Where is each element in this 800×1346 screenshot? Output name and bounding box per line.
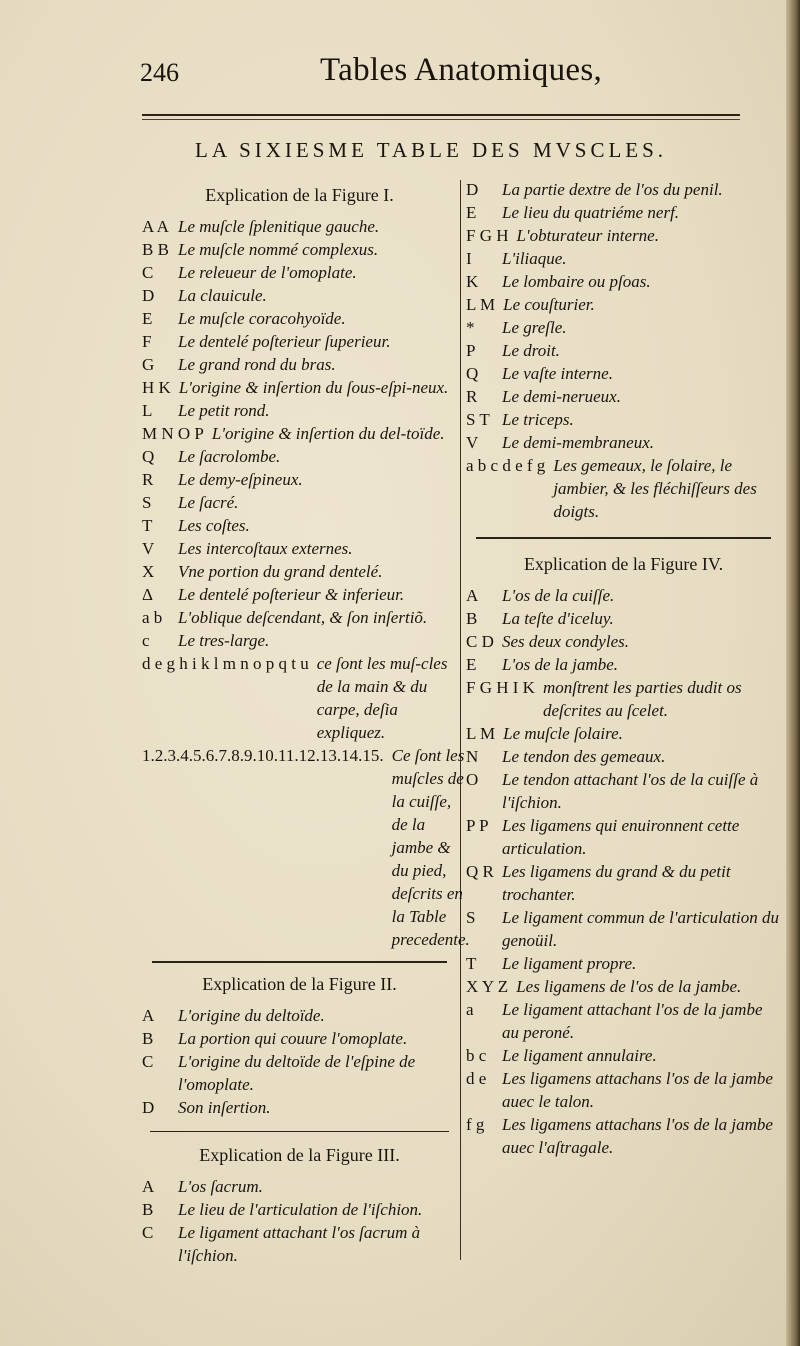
entry-label: R (142, 470, 154, 489)
entry-label: Q (466, 364, 479, 383)
legend-entry (142, 353, 457, 376)
entry-text: L'origine du deltoïde. (178, 1006, 325, 1025)
figure-4-heading: Explication de la Figure IV. (523, 554, 724, 574)
entry-text: Le greſle. (502, 318, 567, 337)
entry-label: E (466, 203, 477, 222)
entry-text: L'oblique deſcendant, & ſon inſertiõ. (178, 608, 428, 627)
legend-entry (466, 385, 781, 408)
entry-text: Le lieu du quatriéme nerf. (502, 203, 680, 222)
entry-label: B B (142, 240, 169, 259)
legend-entry (466, 178, 781, 201)
figure-1-heading: Explication de la Figure I. (205, 185, 394, 205)
legend-entry (466, 952, 781, 975)
legend-entry (466, 584, 781, 607)
entry-text: Vne portion du grand dentelé. (178, 562, 383, 581)
entry-text: Le lombaire ou pſoas. (502, 272, 651, 291)
legend-entry (466, 431, 781, 454)
entry-label: P P (466, 816, 489, 835)
legend-entry (142, 560, 457, 583)
legend-entry (142, 1198, 457, 1221)
legend-entry (466, 201, 781, 224)
entry-label: S (142, 493, 152, 512)
entry-text: Le couſturier. (503, 295, 595, 314)
entry-text: La portion qui couure l'omoplate. (178, 1029, 408, 1048)
entry-label: D (466, 180, 479, 199)
entry-text: Le ligament propre. (502, 954, 637, 973)
legend-entry (142, 537, 457, 560)
legend-entry (142, 1050, 457, 1096)
entry-text: ce ſont les muſ-cles de la main & du carpe, deſia expliquez. (316, 654, 448, 742)
entry-label: a b (142, 608, 163, 627)
legend-entry (142, 1175, 457, 1198)
entry-label: Q R (466, 862, 494, 881)
entry-text: Le ligament attachant l'os de la jambe au peroné. (502, 1000, 763, 1042)
entry-text: L'obturateur interne. (516, 226, 659, 245)
legend-entry (466, 1044, 781, 1067)
entry-label: M N O P (142, 424, 204, 443)
entry-label: B (142, 1200, 154, 1219)
entry-label: G (142, 355, 155, 374)
entry-label: V (142, 539, 155, 558)
entry-label: S T (466, 410, 490, 429)
entry-label: A (142, 1177, 155, 1196)
entry-label: L M (466, 295, 496, 314)
legend-entry (466, 247, 781, 270)
entry-text: Le dentelé poſterieur & inferieur. (178, 585, 405, 604)
legend-entry (142, 261, 457, 284)
entry-label: C (142, 1052, 154, 1071)
entry-text: Le petit rond. (178, 401, 270, 420)
legend-entry (466, 362, 781, 385)
figure-2-section (142, 973, 457, 1119)
entry-label: A (466, 586, 479, 605)
entry-text: Le muſcle ſplenitique gauche. (178, 217, 380, 236)
running-title: Tables Anatomiques, (320, 52, 603, 88)
legend-entry (142, 1096, 457, 1119)
entry-label: F G H (466, 226, 509, 245)
entry-label: d e (466, 1069, 487, 1088)
legend-entry (142, 238, 457, 261)
book-spine-shadow (786, 0, 800, 1346)
entry-label: T (142, 516, 153, 535)
legend-entry (142, 284, 457, 307)
entry-text: Les intercoſtaux externes. (178, 539, 353, 558)
entry-label: f g (466, 1115, 485, 1134)
legend-entry (142, 468, 457, 491)
entry-label: P (466, 341, 476, 360)
entry-text: Le tendon des gemeaux. (502, 747, 666, 766)
entry-label: A (142, 1006, 155, 1025)
figure-4-entries (466, 584, 781, 1159)
entry-text: Le grand rond du bras. (178, 355, 336, 374)
legend-entry (466, 975, 781, 998)
left-column (142, 178, 470, 1267)
legend-entry (142, 514, 457, 537)
entry-text: Le muſcle ſolaire. (503, 724, 623, 743)
legend-entry (142, 1027, 457, 1050)
legend-entry (142, 330, 457, 353)
legend-entry (466, 676, 781, 722)
page-header (140, 50, 750, 100)
entry-text: Le demy-eſpineux. (178, 470, 303, 489)
entry-label: b c (466, 1046, 487, 1065)
table-title: LA SIXIESME TABLE DES MVSCLES. (195, 138, 668, 162)
header-rule-thin (142, 119, 740, 120)
legend-entry (142, 307, 457, 330)
entry-text: Le releueur de l'omoplate. (178, 263, 357, 282)
figure-3-continued-entries (466, 178, 781, 523)
entry-text: L'origine du deltoïde de l'eſpine de l'omoplate. (178, 1052, 416, 1094)
page-number: 246 (140, 58, 179, 87)
legend-entry (466, 860, 781, 906)
figure-1-section (142, 184, 470, 951)
legend-entry (466, 768, 781, 814)
entry-label: X (142, 562, 155, 581)
legend-entry (142, 606, 457, 629)
entry-label: c (142, 631, 150, 650)
legend-entry (466, 814, 781, 860)
entry-text: Le vaſte interne. (502, 364, 613, 383)
entry-text: Le triceps. (502, 410, 574, 429)
entry-label: C D (466, 632, 494, 651)
entry-text: Les coſtes. (178, 516, 250, 535)
entry-label: N (466, 747, 479, 766)
entry-text: Le demi-membraneux. (502, 433, 655, 452)
entry-text: Les ligamens attachans l'os de la jambe auec l'aſtragale. (502, 1115, 773, 1157)
legend-entry (466, 998, 781, 1044)
section-divider (150, 1131, 449, 1132)
entry-label: E (142, 309, 153, 328)
entry-text: Le dentelé poſterieur ſuperieur. (178, 332, 391, 351)
column-divider (460, 180, 461, 1260)
entry-label: D (142, 286, 155, 305)
legend-entry (466, 1067, 781, 1113)
entry-text: Le muſcle nommé complexus. (178, 240, 379, 259)
legend-entry (466, 1113, 781, 1159)
entry-label: C (142, 1223, 154, 1242)
entry-label: a (466, 1000, 474, 1019)
figure-4-section (466, 553, 781, 1159)
entry-label: d e g h i k l m n o p q t u (142, 654, 309, 673)
legend-entry (142, 445, 457, 468)
entry-text: L'origine & inſertion du ſous-eſpi-neux. (178, 378, 449, 397)
entry-label: E (466, 655, 477, 674)
entry-text: Les ligamens qui enuironnent cette articulation. (502, 816, 740, 858)
entry-text: Son inſertion. (178, 1098, 271, 1117)
entry-text: Le muſcle coracohyoïde. (178, 309, 346, 328)
entry-text: L'origine & inſertion du del-toïde. (211, 424, 445, 443)
section-divider (152, 961, 447, 963)
legend-entry (142, 491, 457, 514)
legend-entry (142, 422, 457, 445)
entry-text: La clauicule. (178, 286, 267, 305)
entry-label: R (466, 387, 478, 406)
legend-entry (142, 399, 457, 422)
entry-text: Les ligamens de l'os de la jambe. (516, 977, 742, 996)
legend-entry (466, 339, 781, 362)
entry-label: A A (142, 217, 169, 236)
figure-1-entries (142, 215, 470, 951)
entry-label: 1.2.3.4.5.6.7.8.9.10.11.12.13.14.15. (142, 746, 384, 765)
entry-text: L'os de la jambe. (502, 655, 619, 674)
entry-label: F G H I K (466, 678, 535, 697)
figure-3-entries (142, 1175, 457, 1267)
entry-text: La teſte d'iceluy. (502, 609, 614, 628)
legend-entry (466, 607, 781, 630)
legend-entry (142, 652, 457, 744)
entry-label: K (466, 272, 479, 291)
legend-entry (142, 215, 457, 238)
legend-entry (142, 1004, 457, 1027)
entry-text: Le ſacrolombe. (178, 447, 281, 466)
entry-text: Le ſacré. (178, 493, 239, 512)
entry-text: Le tendon attachant l'os de la cuiſſe à l'iſchion. (502, 770, 759, 812)
entry-text: Ce ſont les muſcles de la cuiſſe, de la jambe & du pied, deſcrits en la Table precedente. (391, 746, 470, 949)
entry-text: L'os ſacrum. (178, 1177, 263, 1196)
entry-label: B (466, 609, 478, 628)
legend-entry (142, 1221, 457, 1267)
entry-text: Les gemeaux, le ſolaire, le jambier, & les fléchiſſeurs des doigts. (553, 456, 757, 521)
section-divider (476, 537, 771, 539)
legend-entry (466, 454, 781, 523)
entry-label: V (466, 433, 479, 452)
entry-label: Q (142, 447, 155, 466)
entry-label: T (466, 954, 477, 973)
legend-entry (466, 906, 781, 952)
legend-entry (466, 722, 781, 745)
legend-entry (466, 316, 781, 339)
entry-label: * (466, 318, 475, 337)
entry-label: F (142, 332, 152, 351)
legend-entry (142, 583, 457, 606)
entry-text: L'iliaque. (502, 249, 567, 268)
entry-text: Le lieu de l'articulation de l'iſchion. (178, 1200, 423, 1219)
entry-text: Le tres-large. (178, 631, 270, 650)
entry-label: X Y Z (466, 977, 509, 996)
entry-text: Ses deux condyles. (502, 632, 629, 651)
entry-label: S (466, 908, 476, 927)
legend-entry (466, 270, 781, 293)
figure-3-heading: Explication de la Figure III. (199, 1145, 400, 1165)
entry-text: Le ligament attachant l'os ſacrum à l'iſchion. (178, 1223, 421, 1265)
entry-label: L M (466, 724, 496, 743)
legend-entry (466, 224, 781, 247)
legend-entry (466, 293, 781, 316)
entry-label: D (142, 1098, 155, 1117)
entry-label: a b c d e f g (466, 456, 546, 475)
entry-label: O (466, 770, 479, 789)
entry-text: L'os de la cuiſſe. (502, 586, 615, 605)
legend-entry (142, 629, 457, 652)
entry-text: Le ligament annulaire. (502, 1046, 657, 1065)
entry-text: La partie dextre de l'os du penil. (502, 180, 723, 199)
entry-text: monſtrent les parties dudit os deſcrites au ſcelet. (542, 678, 742, 720)
entry-text: Les ligamens du grand & du petit trochanter. (502, 862, 731, 904)
legend-entry (142, 744, 470, 951)
legend-entry (466, 408, 781, 431)
entry-label: B (142, 1029, 154, 1048)
legend-entry (142, 376, 457, 399)
entry-text: Le demi-nerueux. (502, 387, 621, 406)
entry-label: H K (142, 378, 171, 397)
figure-2-entries (142, 1004, 457, 1119)
legend-entry (466, 653, 781, 676)
entry-label: C (142, 263, 154, 282)
entry-text: Le ligament commun de l'articulation du genoüil. (502, 908, 780, 950)
entry-text: Les ligamens attachans l'os de la jambe auec le talon. (502, 1069, 773, 1111)
legend-entry (466, 630, 781, 653)
header-rule (142, 114, 740, 116)
right-column (466, 178, 781, 1159)
entry-label: I (466, 249, 472, 268)
entry-label: L (142, 401, 153, 420)
figure-2-heading: Explication de la Figure II. (202, 974, 397, 994)
entry-label: Δ (142, 585, 153, 604)
figure-3-section (142, 1144, 457, 1267)
legend-entry (466, 745, 781, 768)
entry-text: Le droit. (502, 341, 560, 360)
